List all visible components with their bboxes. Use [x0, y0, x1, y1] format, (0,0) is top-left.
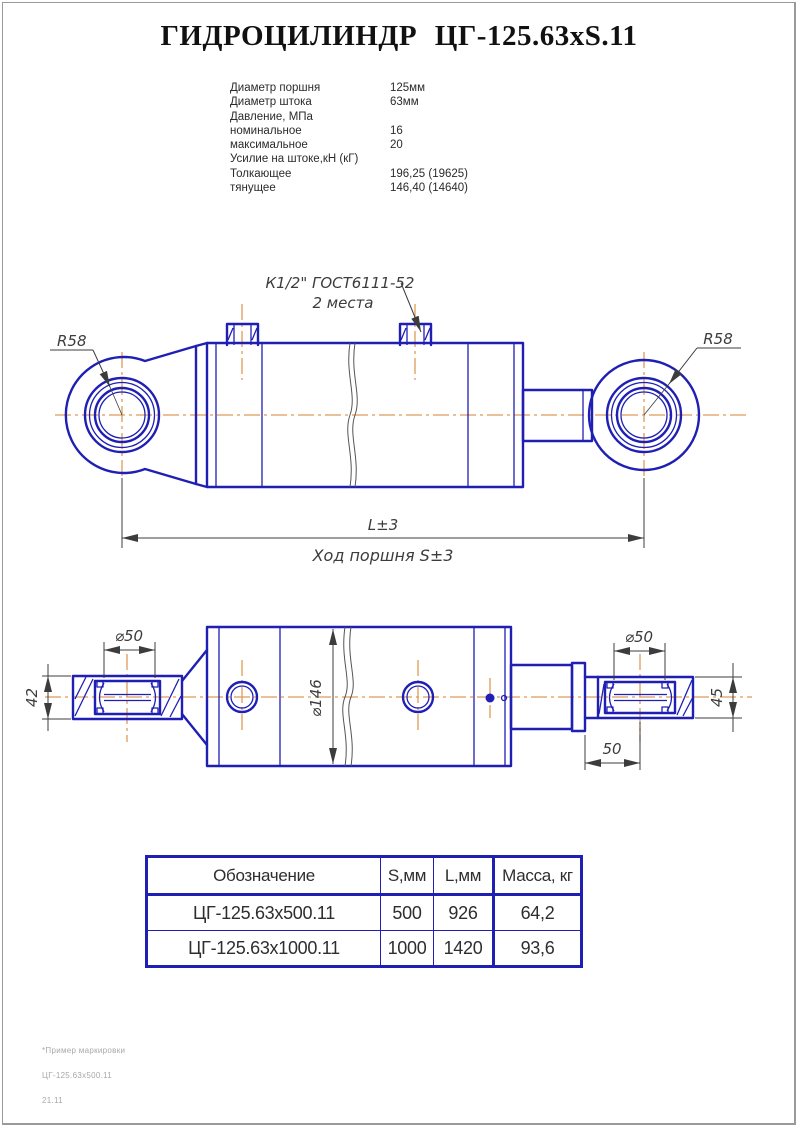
dim-bore-right-label: ⌀50: [624, 628, 654, 646]
spec-row: [230, 138, 468, 152]
spec-label: номинальное: [230, 124, 302, 137]
table-header-mass: Масса, кг: [492, 858, 580, 893]
spec-label: максимальное: [230, 139, 308, 152]
centerlines-section: [45, 654, 752, 742]
spec-row: [230, 81, 468, 95]
table-cell: 1000: [380, 930, 433, 965]
spec-row: [230, 152, 468, 166]
spec-list: [230, 81, 468, 195]
radius-label-left: R58: [57, 332, 87, 350]
dim-width-left-label: 42: [23, 687, 41, 708]
marking-note-line: ЦГ-125.63x500.11: [42, 1071, 113, 1080]
table-cell: 64,2: [492, 893, 580, 930]
table-header-designation: Обозначение: [213, 865, 315, 885]
spec-row: [230, 95, 468, 109]
spec-label: Усилие на штоке,кН (кГ): [230, 153, 359, 166]
side-view: [50, 274, 748, 565]
spec-row: [230, 124, 468, 138]
marking-note: [42, 1046, 125, 1121]
dim-stroke-label: Ход поршня S±3: [312, 546, 454, 565]
spec-value: 63мм: [390, 96, 419, 109]
spec-row: [230, 167, 468, 181]
spec-label: Диаметр поршня: [230, 82, 321, 94]
table-cell: 1420: [433, 930, 492, 965]
dim-length-label: L±3: [367, 516, 399, 534]
radius-label-right: R58: [703, 330, 733, 348]
dim-bore-left: [104, 627, 155, 678]
dim-width-right-label: 45: [708, 687, 726, 708]
table-cell: ЦГ-125.63x500.11: [148, 893, 380, 930]
port-note: [266, 274, 421, 332]
dim-barrel-dia-label: ⌀146: [307, 679, 325, 717]
table-cell: 93,6: [492, 930, 580, 965]
dim-offset-right-label: 50: [602, 740, 622, 758]
length-dimension: [122, 478, 644, 565]
size-table: [145, 855, 583, 968]
spec-label: Давление, МПа: [230, 110, 313, 123]
table-cell: ЦГ-125.63x1000.11: [148, 930, 380, 965]
spec-value: 146,40 (14640): [390, 182, 469, 195]
spec-value: 196,25 (19625): [390, 167, 469, 180]
spec-row: [230, 181, 468, 195]
table-header-length: L,мм: [433, 858, 492, 893]
dim-bore-left-label: ⌀50: [114, 627, 144, 645]
spec-label: Толкающее: [230, 167, 292, 180]
marking-note-line: *Пример маркировки: [42, 1046, 126, 1055]
spec-label: тянущее: [230, 182, 276, 195]
page-title: ГИДРОЦИЛИНДР ЦГ-125.63xS.11: [160, 20, 638, 52]
radius-callout-right: [644, 330, 741, 415]
table-header-stroke: S,мм: [380, 858, 433, 893]
table-cell: 500: [380, 893, 433, 930]
dim-offset-right: [585, 722, 640, 770]
spec-value: 20: [390, 139, 403, 152]
spec-row: [230, 110, 468, 124]
spec-value: 16: [390, 124, 403, 137]
table-cell: 926: [433, 893, 492, 930]
marking-note-line: 21.11: [42, 1096, 63, 1105]
section-view: [23, 627, 752, 770]
cylinder-drawing: [0, 250, 798, 810]
spec-value: 125мм: [390, 82, 425, 94]
port-note-line2: 2 места: [312, 294, 374, 312]
marking-dot-small: [502, 696, 507, 701]
marking-dot: [486, 694, 495, 703]
port-note-line1: К1/2" ГОСТ6111-52: [265, 274, 415, 292]
spec-label: Диаметр штока: [230, 96, 312, 109]
